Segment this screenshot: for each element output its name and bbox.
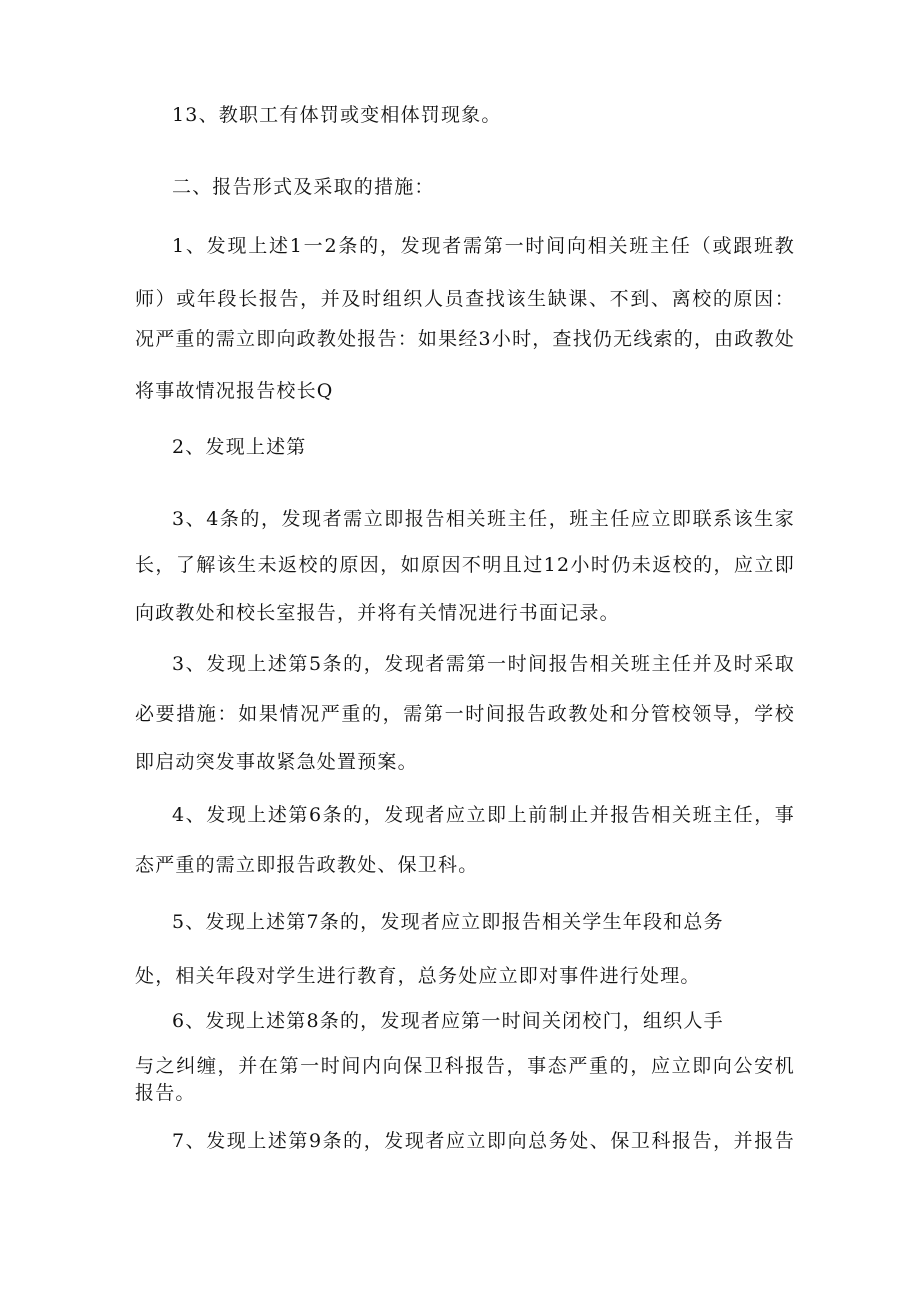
measure-8-line-1: 6、发现上述第8条的，发现者应第一时间关闭校门，组织人手 xyxy=(172,1010,724,1032)
measure-3-4-line-2: 长，了解该生未返校的原因，如原因不明且过12小时仍未返校的，应立即 xyxy=(135,554,795,576)
measure-9-line-1: 7、发现上述第9条的，发现者应立即向总务处、保卫科报告，并报告 xyxy=(172,1130,795,1152)
measure-3-4-line-1: 3、4条的，发现者需立即报告相关班主任，班主任应立即联系该生家 xyxy=(172,508,795,530)
section-2-heading: 二、报告形式及采取的措施： xyxy=(172,176,435,198)
measure-7-line-2: 处，相关年段对学生进行教育，总务处应立即对事件进行处理。 xyxy=(135,965,701,987)
measure-5-line-1: 3、发现上述第5条的，发现者需第一时间报告相关班主任并及时采取 xyxy=(172,653,795,675)
measure-5-line-2: 必要措施：如果情况严重的，需第一时间报告政教处和分管校领导，学校 xyxy=(135,703,795,725)
measure-8-line-2: 与之纠缠，并在第一时间内向保卫科报告，事态严重的，应立即向公安机 xyxy=(135,1055,795,1077)
measure-5-line-3: 即启动突发事故紧急处置预案。 xyxy=(135,751,418,773)
measure-3-4-line-3: 向政教处和校长室报告，并将有关情况进行书面记录。 xyxy=(135,602,620,624)
measure-8-line-3: 报告。 xyxy=(135,1082,196,1104)
measure-1-line-2: 师）或年段长报告，并及时组织人员查找该生缺课、不到、离校的原因： xyxy=(135,288,795,310)
measure-6-line-2: 态严重的需立即报告政教处、保卫科。 xyxy=(135,854,479,876)
measure-1-line-3: 况严重的需立即向政教处报告：如果经3小时，查找仍无线索的，由政教处 xyxy=(135,328,795,350)
item-13-text: 13、教职工有体罚或变相体罚现象。 xyxy=(172,104,502,126)
measure-2-line-1: 2、发现上述第 xyxy=(172,436,307,458)
measure-1-line-1: 1、发现上述1一2条的，发现者需第一时间向相关班主任（或跟班教 xyxy=(172,235,795,257)
measure-1-line-4: 将事故情况报告校长Q xyxy=(135,380,334,402)
measure-7-line-1: 5、发现上述第7条的，发现者应立即报告相关学生年段和总务 xyxy=(172,911,724,933)
measure-6-line-1: 4、发现上述第6条的，发现者应立即上前制止并报告相关班主任，事 xyxy=(172,804,795,826)
